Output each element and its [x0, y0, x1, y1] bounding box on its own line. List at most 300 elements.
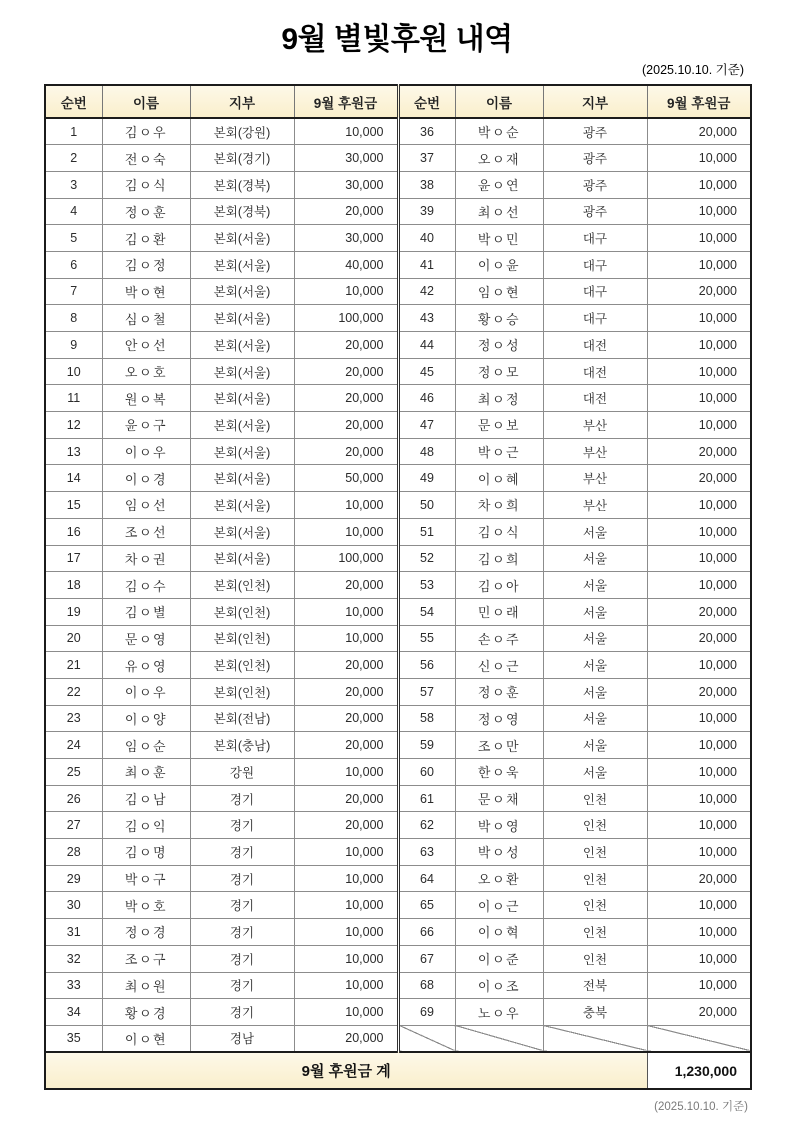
cell-no: 25	[45, 759, 102, 786]
cell-no: 65	[398, 892, 455, 919]
table-row	[45, 598, 751, 625]
cell-branch: 인천	[543, 945, 647, 972]
header-amount: 9월 후원금	[647, 85, 751, 118]
cell-name: 박ㅇ구	[102, 865, 190, 892]
cell-no: 59	[398, 732, 455, 759]
cell-branch: 인천	[543, 865, 647, 892]
cell-no: 39	[398, 198, 455, 225]
cell-name: 정ㅇ영	[455, 705, 543, 732]
date-note-top: (2025.10.10. 기준)	[642, 63, 744, 77]
cell-name: 정ㅇ성	[455, 332, 543, 359]
cell-branch: 서울	[543, 678, 647, 705]
cell-no: 31	[45, 919, 102, 946]
cell-name: 전ㅇ숙	[102, 145, 190, 172]
cell-amount: 20,000	[647, 278, 751, 305]
cell-name: 한ㅇ욱	[455, 759, 543, 786]
cell-no: 40	[398, 225, 455, 252]
cell-amount: 100,000	[294, 545, 398, 572]
cell-no: 27	[45, 812, 102, 839]
cell-no: 24	[45, 732, 102, 759]
header-name: 이름	[455, 85, 543, 118]
cell-amount: 10,000	[647, 385, 751, 412]
cell-amount: 20,000	[294, 572, 398, 599]
cell-amount: 10,000	[294, 278, 398, 305]
table-row	[45, 171, 751, 198]
cell-name: 박ㅇ성	[455, 839, 543, 866]
cell-branch: 서울	[543, 572, 647, 599]
cell-branch: 대전	[543, 385, 647, 412]
cell-branch: 본회(서울)	[190, 438, 294, 465]
cell-amount: 20,000	[294, 812, 398, 839]
cell-no: 50	[398, 492, 455, 519]
table-row	[45, 919, 751, 946]
cell-branch: 부산	[543, 412, 647, 439]
cell-branch: 인천	[543, 812, 647, 839]
cell-amount: 10,000	[294, 839, 398, 866]
cell-name: 황ㅇ경	[102, 999, 190, 1026]
cell-no: 67	[398, 945, 455, 972]
cell-branch: 본회(인천)	[190, 625, 294, 652]
table-row	[45, 759, 751, 786]
cell-branch: 경기	[190, 892, 294, 919]
table-row	[45, 412, 751, 439]
cell-no: 37	[398, 145, 455, 172]
cell-amount: 10,000	[647, 145, 751, 172]
table-row	[45, 999, 751, 1026]
cell-name: 이ㅇ현	[102, 1025, 190, 1052]
cell-branch: 대전	[543, 358, 647, 385]
cell-amount: 20,000	[647, 438, 751, 465]
cell-no: 8	[45, 305, 102, 332]
cell-no: 9	[45, 332, 102, 359]
table-row	[45, 652, 751, 679]
cell-empty-slashed	[647, 1025, 751, 1052]
cell-branch: 본회(전남)	[190, 705, 294, 732]
cell-name: 박ㅇ호	[102, 892, 190, 919]
cell-name: 박ㅇ근	[455, 438, 543, 465]
cell-no: 17	[45, 545, 102, 572]
cell-no: 53	[398, 572, 455, 599]
cell-no: 1	[45, 118, 102, 145]
cell-no: 44	[398, 332, 455, 359]
cell-no: 66	[398, 919, 455, 946]
cell-no: 42	[398, 278, 455, 305]
cell-branch: 인천	[543, 839, 647, 866]
cell-name: 이ㅇ혜	[455, 465, 543, 492]
cell-amount: 10,000	[647, 892, 751, 919]
cell-branch: 경기	[190, 945, 294, 972]
cell-name: 최ㅇ원	[102, 972, 190, 999]
cell-no: 47	[398, 412, 455, 439]
cell-name: 윤ㅇ구	[102, 412, 190, 439]
cell-no: 68	[398, 972, 455, 999]
cell-no: 34	[45, 999, 102, 1026]
cell-branch: 광주	[543, 198, 647, 225]
cell-amount: 10,000	[647, 518, 751, 545]
cell-amount: 10,000	[647, 652, 751, 679]
cell-amount: 50,000	[294, 465, 398, 492]
cell-no: 43	[398, 305, 455, 332]
cell-name: 김ㅇ식	[102, 171, 190, 198]
table-row	[45, 678, 751, 705]
cell-branch: 광주	[543, 171, 647, 198]
table-body	[45, 118, 751, 1052]
page-title: 9월 별빛후원 내역	[281, 23, 513, 56]
cell-name: 노ㅇ우	[455, 999, 543, 1026]
cell-amount: 10,000	[647, 251, 751, 278]
cell-branch: 서울	[543, 705, 647, 732]
cell-name: 손ㅇ주	[455, 625, 543, 652]
table-row	[45, 812, 751, 839]
cell-no: 64	[398, 865, 455, 892]
table-row	[45, 785, 751, 812]
cell-no: 69	[398, 999, 455, 1026]
cell-amount: 10,000	[294, 625, 398, 652]
table-row	[45, 545, 751, 572]
cell-amount: 10,000	[647, 305, 751, 332]
cell-amount: 20,000	[294, 332, 398, 359]
cell-amount: 10,000	[294, 865, 398, 892]
table-row	[45, 892, 751, 919]
cell-amount: 10,000	[647, 759, 751, 786]
cell-branch: 전북	[543, 972, 647, 999]
cell-branch: 부산	[543, 492, 647, 519]
cell-branch: 경기	[190, 839, 294, 866]
header-no: 순번	[398, 85, 455, 118]
table-row	[45, 839, 751, 866]
cell-amount: 20,000	[294, 412, 398, 439]
cell-branch: 본회(서울)	[190, 358, 294, 385]
cell-branch: 대구	[543, 305, 647, 332]
table-row	[45, 251, 751, 278]
cell-branch: 경기	[190, 999, 294, 1026]
cell-branch: 본회(경북)	[190, 198, 294, 225]
cell-branch: 서울	[543, 518, 647, 545]
cell-branch: 부산	[543, 465, 647, 492]
cell-branch: 본회(서울)	[190, 332, 294, 359]
table-row	[45, 385, 751, 412]
cell-amount: 40,000	[294, 251, 398, 278]
cell-name: 김ㅇ수	[102, 572, 190, 599]
cell-name: 조ㅇ선	[102, 518, 190, 545]
date-note-bottom: (2025.10.10. 기준)	[654, 1101, 748, 1114]
cell-name: 김ㅇ별	[102, 598, 190, 625]
cell-amount: 20,000	[647, 598, 751, 625]
cell-no: 16	[45, 518, 102, 545]
cell-amount: 20,000	[647, 999, 751, 1026]
cell-branch: 서울	[543, 545, 647, 572]
table-row	[45, 198, 751, 225]
cell-name: 황ㅇ승	[455, 305, 543, 332]
cell-name: 오ㅇ호	[102, 358, 190, 385]
cell-name: 윤ㅇ연	[455, 171, 543, 198]
cell-name: 박ㅇ영	[455, 812, 543, 839]
cell-name: 차ㅇ권	[102, 545, 190, 572]
cell-no: 48	[398, 438, 455, 465]
cell-amount: 10,000	[647, 572, 751, 599]
cell-no: 61	[398, 785, 455, 812]
cell-name: 김ㅇ희	[455, 545, 543, 572]
cell-no: 10	[45, 358, 102, 385]
cell-name: 박ㅇ순	[455, 118, 543, 145]
cell-amount: 10,000	[647, 705, 751, 732]
cell-name: 정ㅇ훈	[455, 678, 543, 705]
cell-amount: 10,000	[647, 198, 751, 225]
cell-no: 41	[398, 251, 455, 278]
table-row	[45, 465, 751, 492]
cell-amount: 20,000	[294, 1025, 398, 1052]
cell-no: 26	[45, 785, 102, 812]
cell-branch: 본회(경북)	[190, 171, 294, 198]
total-row	[45, 1052, 751, 1089]
cell-no: 23	[45, 705, 102, 732]
cell-branch: 서울	[543, 652, 647, 679]
cell-no: 11	[45, 385, 102, 412]
cell-no: 30	[45, 892, 102, 919]
cell-no: 3	[45, 171, 102, 198]
cell-amount: 10,000	[647, 492, 751, 519]
cell-branch: 부산	[543, 438, 647, 465]
cell-name: 최ㅇ선	[455, 198, 543, 225]
cell-no: 38	[398, 171, 455, 198]
cell-name: 오ㅇ재	[455, 145, 543, 172]
cell-amount: 20,000	[294, 358, 398, 385]
cell-no: 55	[398, 625, 455, 652]
cell-no: 51	[398, 518, 455, 545]
cell-branch: 본회(서울)	[190, 305, 294, 332]
cell-branch: 본회(인천)	[190, 652, 294, 679]
cell-branch: 인천	[543, 785, 647, 812]
cell-name: 김ㅇ남	[102, 785, 190, 812]
cell-branch: 광주	[543, 118, 647, 145]
cell-no: 60	[398, 759, 455, 786]
cell-amount: 10,000	[294, 598, 398, 625]
cell-amount: 10,000	[294, 919, 398, 946]
table-row	[45, 145, 751, 172]
cell-branch: 대전	[543, 332, 647, 359]
cell-amount: 10,000	[294, 892, 398, 919]
table-row	[45, 438, 751, 465]
cell-branch: 본회(서울)	[190, 545, 294, 572]
cell-branch: 서울	[543, 759, 647, 786]
cell-amount: 20,000	[294, 438, 398, 465]
cell-branch: 서울	[543, 732, 647, 759]
cell-name: 김ㅇ환	[102, 225, 190, 252]
cell-name: 신ㅇ근	[455, 652, 543, 679]
cell-amount: 30,000	[294, 145, 398, 172]
cell-amount: 10,000	[647, 225, 751, 252]
cell-branch: 본회(서울)	[190, 465, 294, 492]
cell-amount: 10,000	[647, 545, 751, 572]
cell-no: 4	[45, 198, 102, 225]
cell-branch: 본회(서울)	[190, 385, 294, 412]
cell-name: 박ㅇ현	[102, 278, 190, 305]
cell-no: 13	[45, 438, 102, 465]
cell-branch: 인천	[543, 919, 647, 946]
cell-amount: 20,000	[294, 732, 398, 759]
cell-branch: 대구	[543, 225, 647, 252]
cell-branch: 본회(인천)	[190, 598, 294, 625]
cell-no: 12	[45, 412, 102, 439]
cell-no: 63	[398, 839, 455, 866]
cell-amount: 10,000	[647, 358, 751, 385]
cell-name: 최ㅇ훈	[102, 759, 190, 786]
cell-branch: 본회(서울)	[190, 518, 294, 545]
cell-branch: 경기	[190, 865, 294, 892]
cell-name: 정ㅇ모	[455, 358, 543, 385]
cell-amount: 10,000	[294, 518, 398, 545]
cell-name: 문ㅇ영	[102, 625, 190, 652]
cell-name: 임ㅇ현	[455, 278, 543, 305]
cell-no: 28	[45, 839, 102, 866]
cell-amount: 10,000	[647, 732, 751, 759]
table-row	[45, 572, 751, 599]
table-row	[45, 625, 751, 652]
header-branch: 지부	[190, 85, 294, 118]
header-name: 이름	[102, 85, 190, 118]
cell-branch: 본회(서울)	[190, 492, 294, 519]
cell-no: 29	[45, 865, 102, 892]
cell-branch: 인천	[543, 892, 647, 919]
cell-no: 22	[45, 678, 102, 705]
cell-branch: 본회(충남)	[190, 732, 294, 759]
cell-branch: 경기	[190, 785, 294, 812]
cell-branch: 본회(서울)	[190, 412, 294, 439]
cell-name: 이ㅇ우	[102, 678, 190, 705]
cell-amount: 10,000	[294, 999, 398, 1026]
cell-amount: 10,000	[294, 972, 398, 999]
cell-no: 19	[45, 598, 102, 625]
cell-amount: 100,000	[294, 305, 398, 332]
cell-empty-slashed	[398, 1025, 455, 1052]
total-value: 1,230,000	[647, 1052, 751, 1089]
cell-name: 김ㅇ식	[455, 518, 543, 545]
cell-amount: 10,000	[294, 759, 398, 786]
cell-branch: 본회(강원)	[190, 118, 294, 145]
table-row	[45, 518, 751, 545]
cell-branch: 대구	[543, 278, 647, 305]
cell-name: 안ㅇ선	[102, 332, 190, 359]
cell-name: 유ㅇ영	[102, 652, 190, 679]
cell-amount: 10,000	[647, 919, 751, 946]
cell-name: 이ㅇ조	[455, 972, 543, 999]
cell-name: 이ㅇ윤	[455, 251, 543, 278]
cell-name: 이ㅇ준	[455, 945, 543, 972]
cell-name: 김ㅇ아	[455, 572, 543, 599]
cell-branch: 서울	[543, 598, 647, 625]
cell-amount: 10,000	[294, 118, 398, 145]
table-row	[45, 305, 751, 332]
donation-table	[44, 84, 752, 1090]
cell-no: 56	[398, 652, 455, 679]
table-row	[45, 332, 751, 359]
table-row	[45, 972, 751, 999]
cell-name: 오ㅇ환	[455, 865, 543, 892]
table-row	[45, 118, 751, 145]
table-footer	[45, 1052, 751, 1089]
header-row	[45, 85, 751, 118]
cell-no: 45	[398, 358, 455, 385]
table-row	[45, 492, 751, 519]
cell-amount: 20,000	[294, 652, 398, 679]
cell-branch: 경기	[190, 972, 294, 999]
cell-amount: 10,000	[647, 332, 751, 359]
cell-amount: 20,000	[294, 385, 398, 412]
cell-name: 김ㅇ우	[102, 118, 190, 145]
table-row	[45, 865, 751, 892]
cell-no: 36	[398, 118, 455, 145]
cell-name: 이ㅇ경	[102, 465, 190, 492]
cell-name: 임ㅇ순	[102, 732, 190, 759]
cell-no: 46	[398, 385, 455, 412]
cell-branch: 본회(인천)	[190, 678, 294, 705]
table-row	[45, 278, 751, 305]
cell-no: 7	[45, 278, 102, 305]
cell-amount: 20,000	[647, 678, 751, 705]
cell-branch: 강원	[190, 759, 294, 786]
cell-name: 김ㅇ익	[102, 812, 190, 839]
cell-branch: 경기	[190, 812, 294, 839]
cell-name: 이ㅇ우	[102, 438, 190, 465]
header-branch: 지부	[543, 85, 647, 118]
cell-amount: 20,000	[294, 705, 398, 732]
cell-name: 이ㅇ혁	[455, 919, 543, 946]
cell-branch: 대구	[543, 251, 647, 278]
cell-name: 김ㅇ명	[102, 839, 190, 866]
cell-no: 21	[45, 652, 102, 679]
cell-name: 박ㅇ민	[455, 225, 543, 252]
table-row	[45, 705, 751, 732]
header-amount: 9월 후원금	[294, 85, 398, 118]
cell-name: 최ㅇ정	[455, 385, 543, 412]
cell-name: 문ㅇ채	[455, 785, 543, 812]
cell-no: 5	[45, 225, 102, 252]
cell-amount: 10,000	[647, 412, 751, 439]
cell-branch: 충북	[543, 999, 647, 1026]
table-row	[45, 945, 751, 972]
cell-amount: 20,000	[294, 198, 398, 225]
table-row	[45, 1025, 751, 1052]
cell-branch: 광주	[543, 145, 647, 172]
cell-no: 2	[45, 145, 102, 172]
cell-no: 14	[45, 465, 102, 492]
cell-no: 33	[45, 972, 102, 999]
cell-branch: 본회(서울)	[190, 251, 294, 278]
cell-amount: 10,000	[647, 972, 751, 999]
cell-no: 52	[398, 545, 455, 572]
cell-no: 18	[45, 572, 102, 599]
table-header	[45, 85, 751, 118]
cell-name: 임ㅇ선	[102, 492, 190, 519]
cell-branch: 본회(서울)	[190, 225, 294, 252]
cell-empty-slashed	[455, 1025, 543, 1052]
table-row	[45, 358, 751, 385]
cell-branch: 경기	[190, 919, 294, 946]
cell-no: 57	[398, 678, 455, 705]
cell-amount: 20,000	[647, 118, 751, 145]
cell-name: 차ㅇ희	[455, 492, 543, 519]
table-row	[45, 732, 751, 759]
cell-name: 김ㅇ정	[102, 251, 190, 278]
cell-no: 49	[398, 465, 455, 492]
cell-no: 6	[45, 251, 102, 278]
cell-branch: 본회(경기)	[190, 145, 294, 172]
cell-amount: 10,000	[647, 812, 751, 839]
cell-amount: 20,000	[647, 465, 751, 492]
cell-amount: 10,000	[647, 839, 751, 866]
cell-no: 20	[45, 625, 102, 652]
cell-branch: 본회(인천)	[190, 572, 294, 599]
